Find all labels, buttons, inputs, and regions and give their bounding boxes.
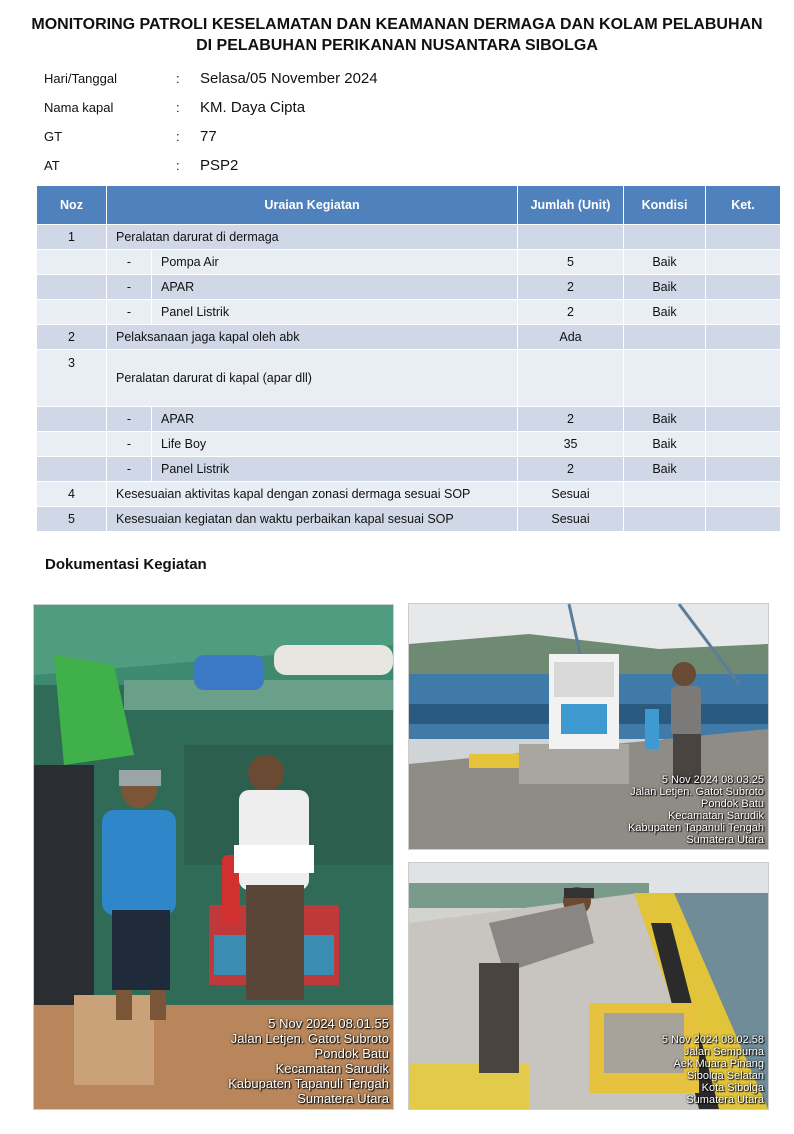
cell-ket xyxy=(706,300,781,325)
table-row xyxy=(37,507,781,532)
cell-item: Panel Listrik xyxy=(152,300,518,325)
cell-kondisi: Baik xyxy=(624,407,706,432)
cell-item: Pompa Air xyxy=(152,250,518,275)
cell-kondisi xyxy=(624,507,706,532)
info-colon: : xyxy=(176,70,180,86)
cell-jumlah: 2 xyxy=(518,407,624,432)
col-header-kondisi: Kondisi xyxy=(624,186,706,225)
cell-kondisi xyxy=(624,350,706,407)
cell-dash: - xyxy=(107,275,152,300)
cell-item: Panel Listrik xyxy=(152,457,518,482)
cell-ket xyxy=(706,225,781,250)
info-value: KM. Daya Cipta xyxy=(200,98,306,116)
stamp-line: Jalan Letjen. Gatot Subroto xyxy=(230,1031,389,1046)
stamp-line: Jalan Sempurna xyxy=(683,1046,764,1058)
stamp-line: Kabupaten Tapanuli Tengah xyxy=(228,1076,389,1091)
info-value: Selasa/05 November 2024 xyxy=(200,69,378,87)
cell-jumlah: 35 xyxy=(518,432,624,457)
cell-item: APAR xyxy=(152,275,518,300)
stamp-line: Kecamatan Sarudik xyxy=(275,1061,389,1076)
info-value: 77 xyxy=(200,127,217,145)
col-header-ket: Ket. xyxy=(706,186,781,225)
col-header-uraian: Uraian Kegiatan xyxy=(107,186,518,225)
cell-no: 4 xyxy=(37,482,107,507)
cell-item: Kesesuaian aktivitas kapal dengan zonasi dermaga sesuai SOP xyxy=(107,482,518,507)
cell-dash: - xyxy=(107,407,152,432)
info-label: AT xyxy=(44,157,60,173)
cell-ket xyxy=(706,407,781,432)
table-row xyxy=(37,482,781,507)
stamp-line: Aek Muara Pinang xyxy=(673,1058,764,1070)
cell-no xyxy=(37,250,107,275)
photo-stamp xyxy=(662,1034,764,1106)
info-colon: : xyxy=(176,157,180,173)
stamp-line: Sibolga Selatan xyxy=(686,1070,764,1082)
cell-kondisi: Baik xyxy=(624,457,706,482)
stamp-line: Pondok Batu xyxy=(701,798,764,810)
info-row-ship-name xyxy=(44,96,305,118)
cell-no: 3 xyxy=(37,350,107,407)
col-header-no: Noz xyxy=(37,186,107,225)
stamp-line: Sumatera Utara xyxy=(686,1094,764,1106)
info-row-date xyxy=(44,67,378,89)
cell-kondisi xyxy=(624,482,706,507)
info-label: GT xyxy=(44,128,63,144)
cell-kondisi: Baik xyxy=(624,300,706,325)
cell-kondisi: Baik xyxy=(624,432,706,457)
cell-item: Peralatan darurat di dermaga xyxy=(107,225,518,250)
stamp-line: 5 Nov 2024 08.01.55 xyxy=(268,1016,389,1031)
cell-dash: - xyxy=(107,457,152,482)
cell-ket xyxy=(706,507,781,532)
info-label: Nama kapal xyxy=(44,99,114,115)
cell-ket xyxy=(706,482,781,507)
cell-item: Peralatan darurat di kapal (apar dll) xyxy=(107,350,518,407)
cell-jumlah: 2 xyxy=(518,275,624,300)
table-row xyxy=(37,300,781,325)
title-line-1: MONITORING PATROLI KESELAMATAN DAN KEAMANAN DERMAGA DAN KOLAM PELABUHAN xyxy=(31,16,763,33)
cell-item: Kesesuaian kegiatan dan waktu perbaikan kapal sesuai SOP xyxy=(107,507,518,532)
cell-no: 2 xyxy=(37,325,107,350)
info-value: PSP2 xyxy=(200,156,239,174)
cell-dash: - xyxy=(107,250,152,275)
table-row xyxy=(37,325,781,350)
table-row xyxy=(37,250,781,275)
document-title xyxy=(0,14,794,56)
table-row xyxy=(37,275,781,300)
table-row xyxy=(37,225,781,250)
stamp-line: Sumatera Utara xyxy=(686,834,764,846)
cell-ket xyxy=(706,325,781,350)
cell-no xyxy=(37,300,107,325)
cell-jumlah: Ada xyxy=(518,325,624,350)
stamp-line: 5 Nov 2024 08.03.25 xyxy=(661,774,764,786)
cell-dash: - xyxy=(107,432,152,457)
cell-dash: - xyxy=(107,300,152,325)
cell-item: Life Boy xyxy=(152,432,518,457)
cell-ket xyxy=(706,275,781,300)
cell-jumlah: Sesuai xyxy=(518,507,624,532)
cell-no: 5 xyxy=(37,507,107,532)
activity-photo-2 xyxy=(408,603,769,850)
cell-no xyxy=(37,275,107,300)
activity-photo-1 xyxy=(33,604,394,1110)
stamp-line: Jalan Letjen. Gatot Subroto xyxy=(630,786,764,798)
photo-stamp xyxy=(228,1016,389,1106)
cell-no xyxy=(37,432,107,457)
table-header-row xyxy=(37,186,781,225)
cell-no xyxy=(37,457,107,482)
cell-kondisi: Baik xyxy=(624,275,706,300)
title-line-2: DI PELABUHAN PERIKANAN NUSANTARA SIBOLGA xyxy=(196,37,598,54)
cell-item: APAR xyxy=(152,407,518,432)
table-row xyxy=(37,432,781,457)
cell-ket xyxy=(706,250,781,275)
cell-jumlah xyxy=(518,350,624,407)
cell-ket xyxy=(706,457,781,482)
stamp-line: Pondok Batu xyxy=(314,1046,389,1061)
cell-jumlah xyxy=(518,225,624,250)
col-header-jumlah: Jumlah (Unit) xyxy=(518,186,624,225)
cell-jumlah: 2 xyxy=(518,457,624,482)
monitoring-table xyxy=(36,185,781,532)
cell-ket xyxy=(706,350,781,407)
cell-kondisi xyxy=(624,325,706,350)
cell-jumlah: Sesuai xyxy=(518,482,624,507)
cell-jumlah: 5 xyxy=(518,250,624,275)
table-row xyxy=(37,457,781,482)
info-colon: : xyxy=(176,128,180,144)
cell-item: Pelaksanaan jaga kapal oleh abk xyxy=(107,325,518,350)
info-colon: : xyxy=(176,99,180,115)
documentation-title: Dokumentasi Kegiatan xyxy=(45,556,207,573)
stamp-line: Sumatera Utara xyxy=(297,1091,389,1106)
stamp-line: 5 Nov 2024 08.02.58 xyxy=(661,1034,764,1046)
cell-jumlah: 2 xyxy=(518,300,624,325)
stamp-line: Kabupaten Tapanuli Tengah xyxy=(628,822,764,834)
cell-no: 1 xyxy=(37,225,107,250)
cell-no xyxy=(37,407,107,432)
info-row-gt xyxy=(44,125,217,147)
table-row xyxy=(37,350,781,407)
activity-photo-3 xyxy=(408,862,769,1110)
cell-kondisi: Baik xyxy=(624,250,706,275)
cell-kondisi xyxy=(624,225,706,250)
info-row-at xyxy=(44,154,238,176)
photo-stamp xyxy=(628,774,764,846)
stamp-line: Kota Sibolga xyxy=(701,1082,764,1094)
info-label: Hari/Tanggal xyxy=(44,70,117,86)
stamp-line: Kecamatan Sarudik xyxy=(668,810,764,822)
cell-ket xyxy=(706,432,781,457)
table-row xyxy=(37,407,781,432)
